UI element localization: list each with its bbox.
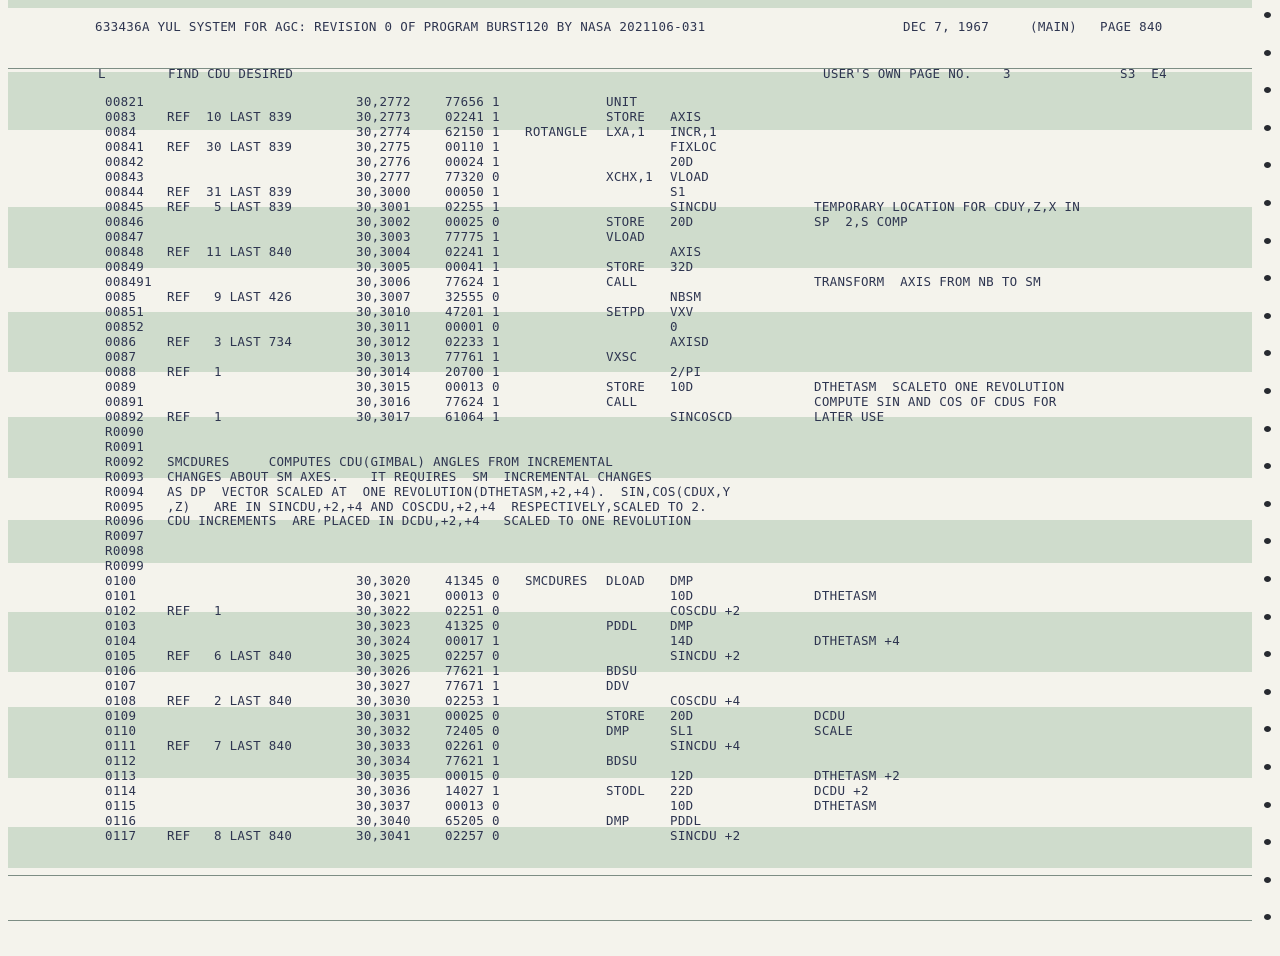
line-label: SMCDURES — [525, 573, 588, 589]
line-opcode: DDV — [606, 678, 630, 694]
line-opcode: SETPD — [606, 303, 646, 319]
line-octal: 77656 1 — [445, 94, 500, 109]
line-comment: DTHETASM — [814, 588, 877, 604]
line-operand: 12D — [670, 768, 694, 784]
line-opcode: VLOAD — [606, 228, 646, 244]
line-number: 00842 — [105, 153, 145, 169]
line-number: 0089 — [105, 378, 137, 394]
sprocket-hole — [1264, 313, 1271, 319]
line-ref: REF 6 LAST 840 — [167, 648, 293, 664]
line-address: 30,3021 — [356, 588, 411, 604]
sprocket-hole — [1264, 275, 1271, 281]
sprocket-hole — [1264, 839, 1271, 845]
line-operand: 0 — [670, 318, 678, 334]
line-octal: 72405 0 — [445, 723, 500, 739]
sprocket-hole — [1264, 501, 1271, 507]
line-octal: 00024 1 — [445, 153, 500, 169]
line-octal: 00001 0 — [445, 318, 500, 334]
line-address: 30,3034 — [356, 753, 411, 769]
line-operand: DMP — [670, 618, 694, 634]
line-number: 0108 — [105, 693, 137, 709]
line-opcode: STORE — [606, 708, 646, 724]
line-operand: 22D — [670, 783, 694, 799]
line-ref: REF 11 LAST 840 — [167, 243, 293, 259]
line-opcode: STORE — [606, 378, 646, 394]
sprocket-hole — [1264, 877, 1271, 883]
line-number: 0088 — [105, 363, 137, 379]
line-octal: 02241 1 — [445, 109, 500, 124]
line-number: 0084 — [105, 124, 137, 139]
line-octal: 00041 1 — [445, 258, 500, 274]
sprocket-hole — [1264, 388, 1271, 394]
line-number: 0109 — [105, 708, 137, 724]
line-number: 00847 — [105, 228, 145, 244]
line-address: 30,3003 — [356, 228, 411, 244]
line-number: 008491 — [105, 273, 152, 289]
line-comment: DTHETASM +2 — [814, 768, 901, 784]
line-number: 00843 — [105, 168, 145, 184]
paper-band — [8, 0, 1252, 8]
line-address: 30,3022 — [356, 603, 411, 619]
line-number: 00848 — [105, 243, 145, 259]
line-ref: REF 9 LAST 426 — [167, 288, 293, 304]
header-main: (MAIN) — [1030, 19, 1077, 34]
sprocket-hole — [1264, 238, 1271, 244]
line-address: 30,3011 — [356, 318, 411, 334]
line-operand: SINCOSCD — [670, 408, 733, 424]
line-address: 30,3013 — [356, 348, 411, 364]
line-number: 00821 — [105, 94, 145, 109]
line-address: 30,3040 — [356, 813, 411, 828]
line-operand: 20D — [670, 153, 694, 169]
line-opcode: XCHX,1 — [606, 168, 653, 184]
sprocket-hole — [1264, 350, 1271, 356]
line-number: 0115 — [105, 798, 137, 814]
line-opcode: UNIT — [606, 94, 638, 109]
line-opcode: DLOAD — [606, 573, 646, 589]
sprocket-hole — [1264, 162, 1271, 168]
line-octal: 00050 1 — [445, 183, 500, 199]
sprocket-hole — [1264, 87, 1271, 93]
line-comment: DTHETASM — [814, 798, 877, 814]
line-octal: 77624 1 — [445, 273, 500, 289]
line-address: 30,3005 — [356, 258, 411, 274]
line-address: 30,3025 — [356, 648, 411, 664]
line-opcode: STORE — [606, 213, 646, 229]
line-octal: 00013 0 — [445, 588, 500, 604]
paper-rule — [8, 875, 1252, 876]
line-number: 0083 — [105, 109, 137, 124]
line-octal: 02241 1 — [445, 243, 500, 259]
line-operand: PDDL — [670, 813, 702, 828]
line-opcode: DMP — [606, 723, 630, 739]
line-operand: 2/PI — [670, 363, 702, 379]
line-number: 0110 — [105, 723, 137, 739]
line-address: 30,3026 — [356, 663, 411, 679]
line-octal: 77621 1 — [445, 663, 500, 679]
line-number: 00841 — [105, 138, 145, 154]
line-octal: 00013 0 — [445, 378, 500, 394]
sprocket-hole — [1264, 200, 1271, 206]
line-octal: 65205 0 — [445, 813, 500, 828]
line-number: 0103 — [105, 618, 137, 634]
line-octal: 02257 0 — [445, 648, 500, 664]
line-address: 30,3037 — [356, 798, 411, 814]
line-number: 0104 — [105, 633, 137, 649]
line-address: 30,3002 — [356, 213, 411, 229]
line-octal: 00025 0 — [445, 213, 500, 229]
line-address: 30,3030 — [356, 693, 411, 709]
line-label: ROTANGLE — [525, 124, 588, 139]
line-number: 0114 — [105, 783, 137, 799]
line-opcode: STODL — [606, 783, 646, 799]
sprocket-hole — [1264, 726, 1271, 732]
line-octal: 02251 0 — [445, 603, 500, 619]
line-comment: TRANSFORM AXIS FROM NB TO SM — [814, 273, 1041, 289]
line-opcode: BDSU — [606, 663, 638, 679]
sprocket-hole — [1264, 50, 1271, 56]
header-date: DEC 7, 1967 — [903, 19, 990, 34]
line-octal: 77320 0 — [445, 168, 500, 184]
line-operand: INCR,1 — [670, 124, 717, 139]
line-operand: NBSM — [670, 288, 702, 304]
line-octal: 02261 0 — [445, 738, 500, 754]
sprocket-hole — [1264, 125, 1271, 131]
line-remark: AS DP VECTOR SCALED AT ONE REVOLUTION(DTHETASM,+2,+4). SIN,COS(CDUX,Y — [167, 483, 731, 499]
line-octal: 41345 0 — [445, 573, 500, 589]
sprocket-hole — [1264, 426, 1271, 432]
line-operand: VXV — [670, 303, 694, 319]
line-address: 30,3004 — [356, 243, 411, 259]
line-ref: REF 3 LAST 734 — [167, 333, 293, 349]
line-opcode: CALL — [606, 273, 638, 289]
sprocket-hole — [1264, 914, 1271, 920]
line-remark: SMCDURES COMPUTES CDU(GIMBAL) ANGLES FROM INCREMENTAL — [167, 453, 614, 469]
line-address: 30,3017 — [356, 408, 411, 424]
line-opcode: LXA,1 — [606, 124, 646, 139]
line-ref: REF 5 LAST 839 — [167, 198, 293, 214]
line-address: 30,2772 — [356, 94, 411, 109]
line-address: 30,3027 — [356, 678, 411, 694]
line-ref: REF 2 LAST 840 — [167, 693, 293, 709]
line-octal: 77624 1 — [445, 393, 500, 409]
sprocket-hole — [1264, 12, 1271, 18]
line-operand: S1 — [670, 183, 686, 199]
line-octal: 02233 1 — [445, 333, 500, 349]
line-comment: TEMPORARY LOCATION FOR CDUY,Z,X IN — [814, 198, 1081, 214]
line-operand: SL1 — [670, 723, 694, 739]
line-octal: 00013 0 — [445, 798, 500, 814]
line-remark: CDU INCREMENTS ARE PLACED IN DCDU,+2,+4 SCALED TO ONE REVOLUTION — [167, 513, 692, 529]
line-address: 30,2777 — [356, 168, 411, 184]
line-address: 30,3031 — [356, 708, 411, 724]
line-comment: LATER USE — [814, 408, 885, 424]
line-ref: REF 7 LAST 840 — [167, 738, 293, 754]
line-octal: 00017 1 — [445, 633, 500, 649]
line-octal: 77761 1 — [445, 348, 500, 364]
line-ref: REF 1 — [167, 603, 222, 619]
paper-rule — [8, 920, 1252, 921]
line-octal: 47201 1 — [445, 303, 500, 319]
line-operand: 20D — [670, 708, 694, 724]
line-number: 0117 — [105, 828, 137, 843]
users-page-number: USER'S OWN PAGE NO. 3 — [823, 66, 1011, 81]
line-operand: VLOAD — [670, 168, 710, 184]
line-ref: REF 30 LAST 839 — [167, 138, 293, 154]
line-address: 30,3035 — [356, 768, 411, 784]
line-address: 30,3010 — [356, 303, 411, 319]
line-number: R0091 — [105, 438, 145, 454]
line-comment: DTHETASM +4 — [814, 633, 901, 649]
line-comment: DCDU — [814, 708, 846, 724]
line-number: 00849 — [105, 258, 145, 274]
line-operand: AXIS — [670, 243, 702, 259]
line-address: 30,3007 — [356, 288, 411, 304]
line-number: 00851 — [105, 303, 145, 319]
line-octal: 77775 1 — [445, 228, 500, 244]
line-opcode: STORE — [606, 258, 646, 274]
line-operand: COSCDU +2 — [670, 603, 741, 619]
line-number: 0106 — [105, 663, 137, 679]
line-ref: REF 1 — [167, 363, 222, 379]
line-operand: 10D — [670, 588, 694, 604]
line-address: 30,3012 — [356, 333, 411, 349]
line-number: 00852 — [105, 318, 145, 334]
line-octal: 14027 1 — [445, 783, 500, 799]
line-operand: 32D — [670, 258, 694, 274]
header-page: PAGE 840 — [1100, 19, 1163, 34]
line-number: R0092 — [105, 453, 145, 469]
line-number: 0100 — [105, 573, 137, 589]
line-remark: ,Z) ARE IN SINCDU,+2,+4 AND COSCDU,+2,+4 RESPECTIVELY,SCALED TO 2. — [167, 498, 707, 514]
line-ref: REF 10 LAST 839 — [167, 109, 293, 124]
sprocket-hole — [1264, 689, 1271, 695]
line-number: 0087 — [105, 348, 137, 364]
line-address: 30,3024 — [356, 633, 411, 649]
line-number: 0107 — [105, 678, 137, 694]
line-opcode: BDSU — [606, 753, 638, 769]
line-operand: AXIS — [670, 109, 702, 124]
line-address: 30,3036 — [356, 783, 411, 799]
line-address: 30,3006 — [356, 273, 411, 289]
line-operand: AXISD — [670, 333, 710, 349]
line-octal: 32555 0 — [445, 288, 500, 304]
line-operand: DMP — [670, 573, 694, 589]
line-number: 0116 — [105, 813, 137, 828]
sprocket-hole — [1264, 576, 1271, 582]
line-octal: 00025 0 — [445, 708, 500, 724]
line-comment: COMPUTE SIN AND COS OF CDUS FOR — [814, 393, 1057, 409]
line-ref: REF 8 LAST 840 — [167, 828, 293, 843]
line-opcode: VXSC — [606, 348, 638, 364]
line-number: R0099 — [105, 558, 145, 574]
line-number: R0097 — [105, 528, 145, 544]
line-number: 0086 — [105, 333, 137, 349]
line-number: 0101 — [105, 588, 137, 604]
line-opcode: CALL — [606, 393, 638, 409]
line-address: 30,2773 — [356, 109, 411, 124]
line-octal: 77671 1 — [445, 678, 500, 694]
line-comment: DCDU +2 — [814, 783, 869, 799]
sprocket-hole — [1264, 651, 1271, 657]
line-address: 30,3041 — [356, 828, 411, 843]
line-octal: 02255 1 — [445, 198, 500, 214]
line-address: 30,3015 — [356, 378, 411, 394]
line-address: 30,3001 — [356, 198, 411, 214]
line-number: R0090 — [105, 423, 145, 439]
line-operand: SINCDU +2 — [670, 828, 741, 843]
line-operand: 14D — [670, 633, 694, 649]
line-octal: 02257 0 — [445, 828, 500, 843]
line-number: R0094 — [105, 483, 145, 499]
line-operand: 20D — [670, 213, 694, 229]
line-number: 00892 — [105, 408, 145, 424]
header-program-id: 633436A YUL SYSTEM FOR AGC: REVISION 0 OF PROGRAM BURST120 BY NASA 2021106-031 — [95, 19, 706, 34]
line-octal: 02253 1 — [445, 693, 500, 709]
line-operand: SINCDU +4 — [670, 738, 741, 754]
line-operand: 10D — [670, 378, 694, 394]
line-address: 30,2776 — [356, 153, 411, 169]
line-address: 30,3023 — [356, 618, 411, 634]
line-opcode: PDDL — [606, 618, 638, 634]
line-address: 30,3014 — [356, 363, 411, 379]
line-address: 30,3020 — [356, 573, 411, 589]
line-number: 00845 — [105, 198, 145, 214]
section-code: S3 E4 — [1120, 66, 1167, 81]
line-operand: SINCDU — [670, 198, 717, 214]
line-octal: 62150 1 — [445, 124, 500, 139]
line-octal: 41325 0 — [445, 618, 500, 634]
line-octal: 00110 1 — [445, 138, 500, 154]
line-remark: CHANGES ABOUT SM AXES. IT REQUIRES SM INCREMENTAL CHANGES — [167, 468, 653, 484]
line-number: 00844 — [105, 183, 145, 199]
sprocket-hole — [1264, 538, 1271, 544]
line-comment: DTHETASM SCALETO ONE REVOLUTION — [814, 378, 1065, 394]
line-comment: SCALE — [814, 723, 854, 739]
line-number: 00891 — [105, 393, 145, 409]
line-number: 0112 — [105, 753, 137, 769]
line-address: 30,2775 — [356, 138, 411, 154]
line-address: 30,3033 — [356, 738, 411, 754]
line-number: 00846 — [105, 213, 145, 229]
line-octal: 00015 0 — [445, 768, 500, 784]
sprocket-hole — [1264, 614, 1271, 620]
line-operand: FIXLOC — [670, 138, 717, 154]
line-number: 0085 — [105, 288, 137, 304]
line-comment: SP 2,S COMP — [814, 213, 908, 229]
line-octal: 61064 1 — [445, 408, 500, 424]
line-number: 0105 — [105, 648, 137, 664]
sprocket-hole — [1264, 463, 1271, 469]
title-mark: L — [98, 66, 106, 81]
line-number: R0093 — [105, 468, 145, 484]
line-octal: 20700 1 — [445, 363, 500, 379]
line-opcode: DMP — [606, 813, 630, 828]
line-address: 30,3016 — [356, 393, 411, 409]
line-operand: SINCDU +2 — [670, 648, 741, 664]
line-number: R0098 — [105, 543, 145, 559]
line-operand: 10D — [670, 798, 694, 814]
line-ref: REF 1 — [167, 408, 222, 424]
line-opcode: STORE — [606, 109, 646, 124]
line-number: 0113 — [105, 768, 137, 784]
line-operand: COSCDU +4 — [670, 693, 741, 709]
line-number: 0102 — [105, 603, 137, 619]
line-address: 30,2774 — [356, 124, 411, 139]
line-number: 0111 — [105, 738, 137, 754]
line-number: R0095 — [105, 498, 145, 514]
sprocket-hole — [1264, 764, 1271, 770]
line-number: R0096 — [105, 513, 145, 529]
line-address: 30,3032 — [356, 723, 411, 739]
sprocket-hole — [1264, 802, 1271, 808]
line-address: 30,3000 — [356, 183, 411, 199]
line-octal: 77621 1 — [445, 753, 500, 769]
page-title: FIND CDU DESIRED — [168, 66, 294, 81]
line-ref: REF 31 LAST 839 — [167, 183, 293, 199]
